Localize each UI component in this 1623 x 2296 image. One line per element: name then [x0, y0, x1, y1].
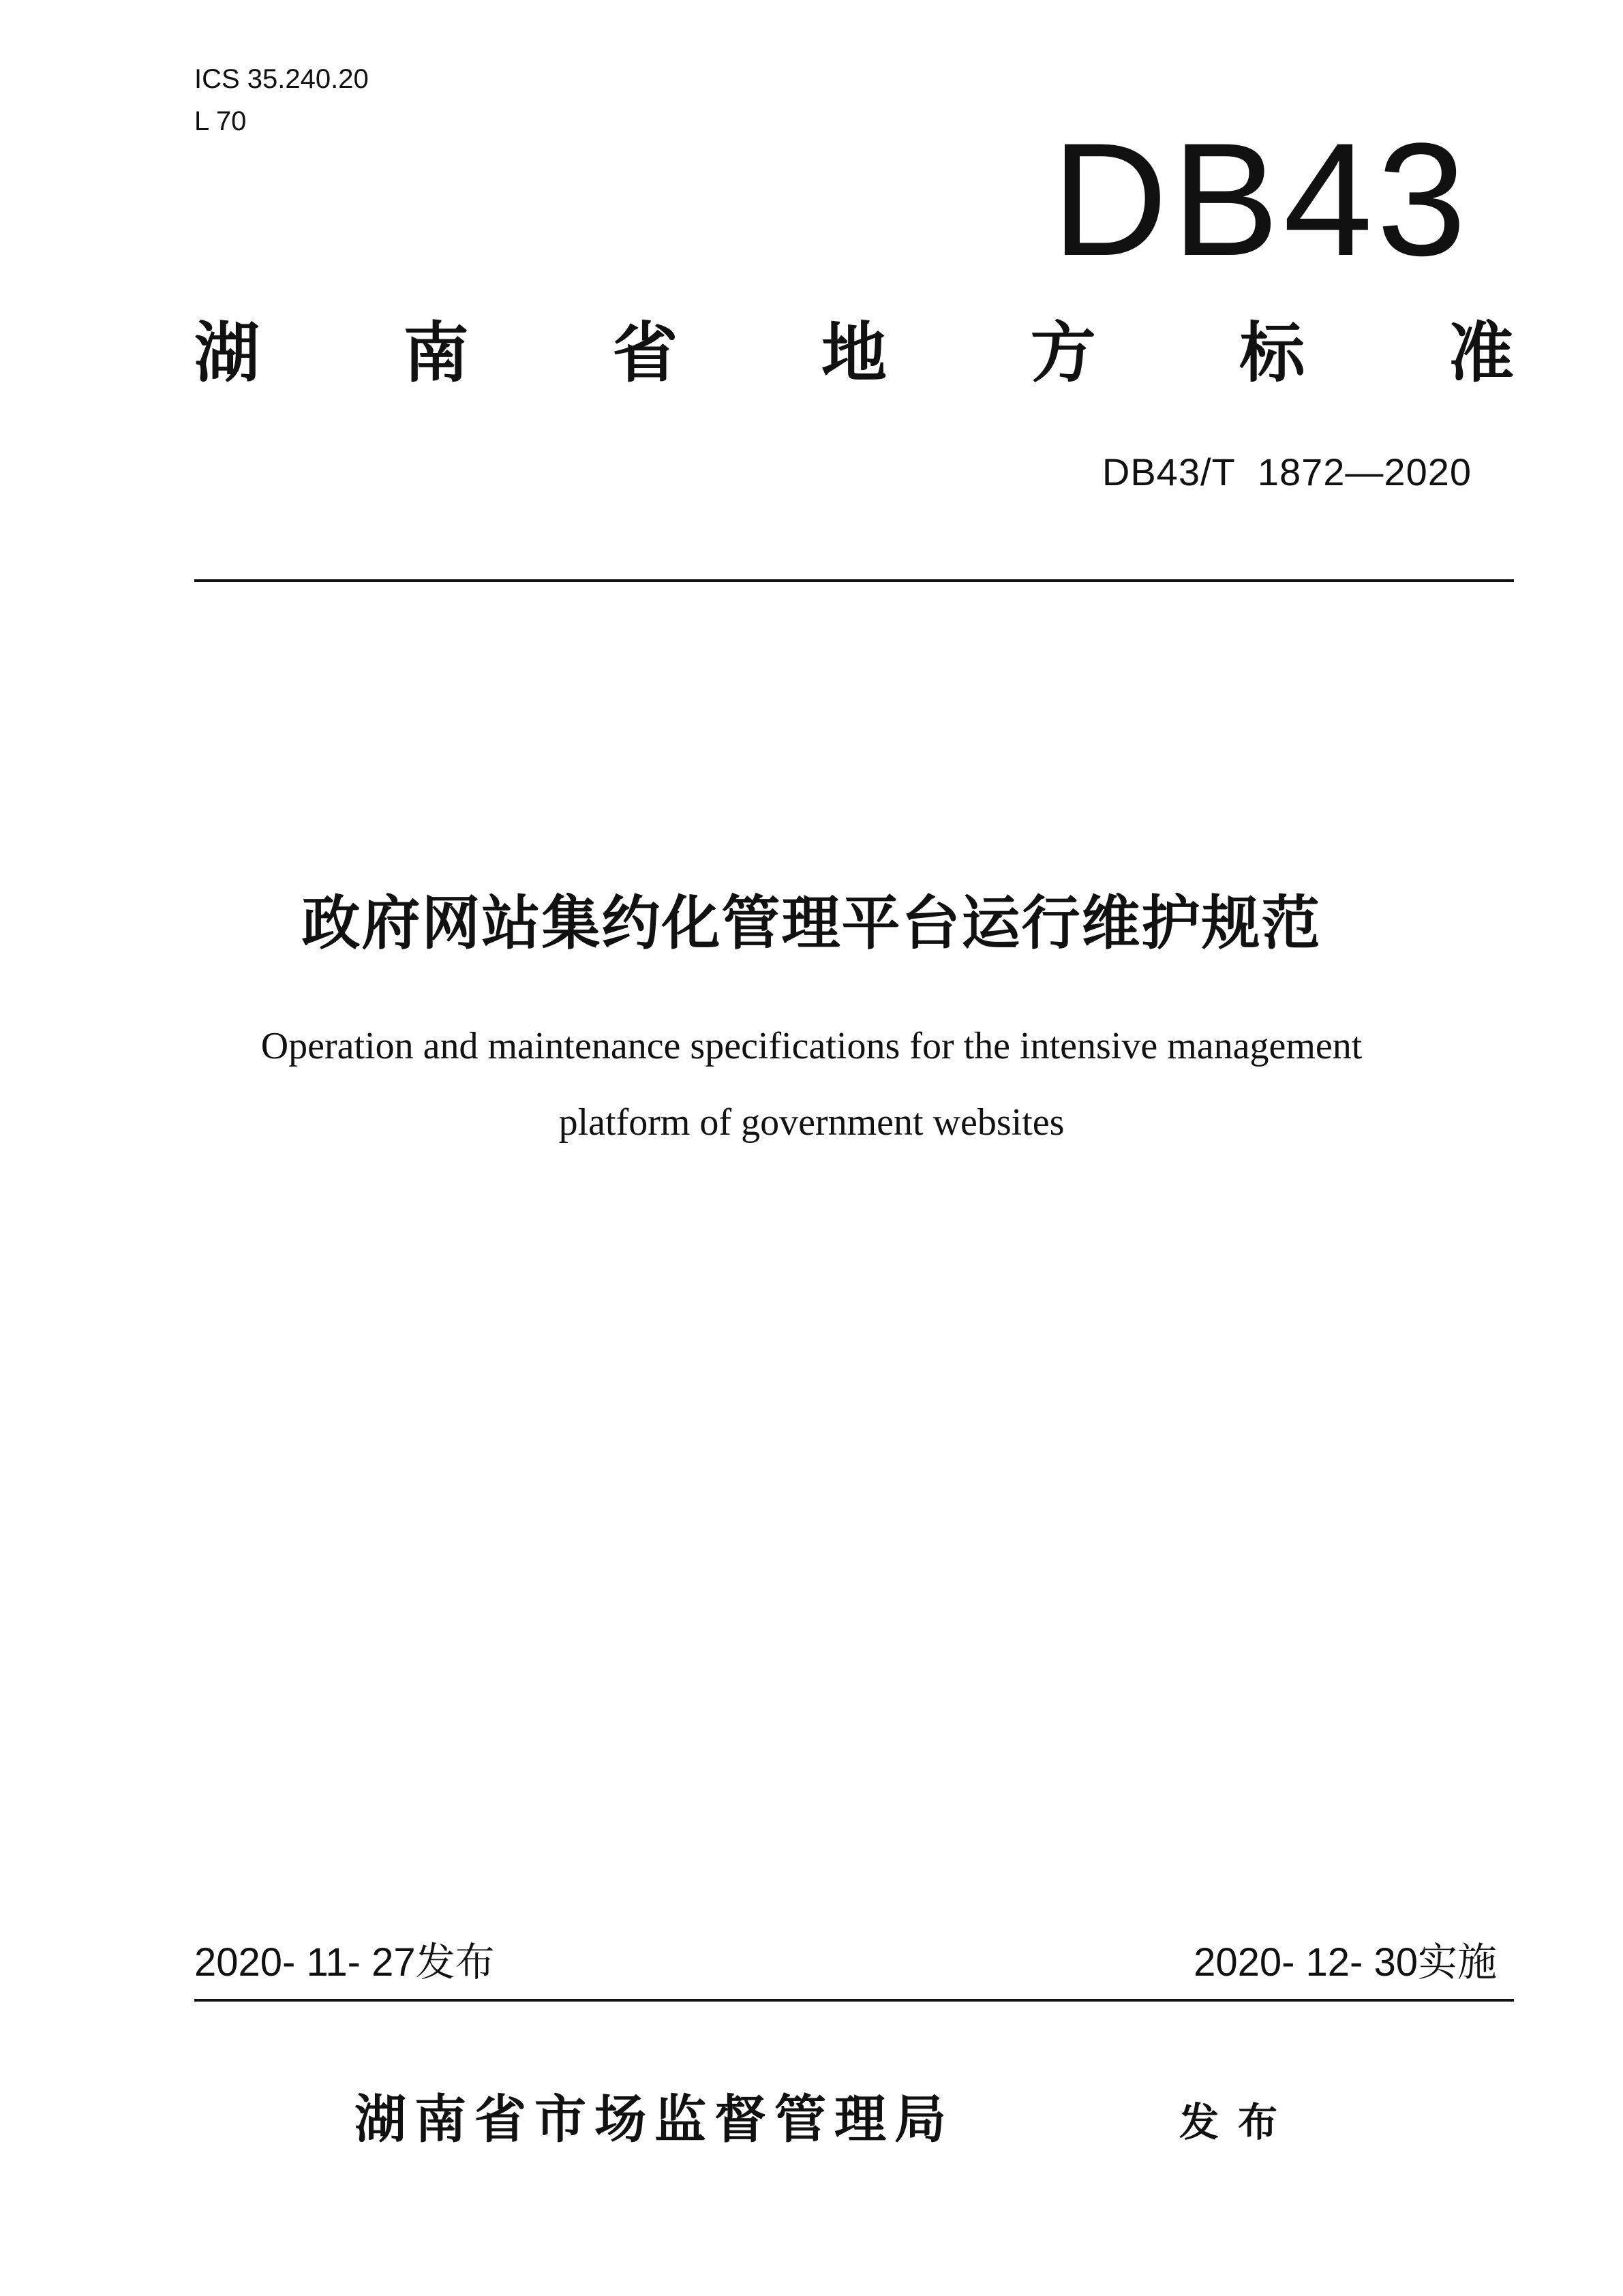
implementation-date: 2020- 12- 30实施: [1194, 1940, 1497, 1985]
issue-date: 2020- 11- 27发布: [194, 1940, 495, 1985]
standard-type-char: 准: [1448, 314, 1514, 391]
standard-type-char: 湖: [194, 314, 260, 391]
publish-label: 发布: [1179, 2099, 1297, 2145]
header-divider: [194, 579, 1514, 582]
publisher-name: 湖南省市场监督管理局: [354, 2089, 954, 2149]
standard-type-char: 方: [1030, 314, 1096, 391]
ics-code: ICS 35.240.20: [194, 64, 369, 94]
standard-type-title: [194, 307, 1514, 391]
english-title-line-1: Operation and maintenance specifications for the intensive management: [260, 1025, 1363, 1067]
classification-code: L 70: [194, 106, 247, 136]
standard-number: DB43/T 1872—2020: [1102, 450, 1472, 493]
db-logo: DB43: [1051, 110, 1470, 290]
english-title-line-2: platform of government websites: [558, 1101, 1065, 1144]
standard-type-char: 南: [403, 314, 469, 391]
footer-divider: [194, 1999, 1514, 2002]
chinese-title: 政府网站集约化管理平台运行维护规范: [301, 889, 1322, 958]
standard-type-char: 地: [821, 314, 887, 391]
standard-type-char: 省: [612, 314, 678, 391]
standard-type-char: 标: [1239, 314, 1305, 391]
